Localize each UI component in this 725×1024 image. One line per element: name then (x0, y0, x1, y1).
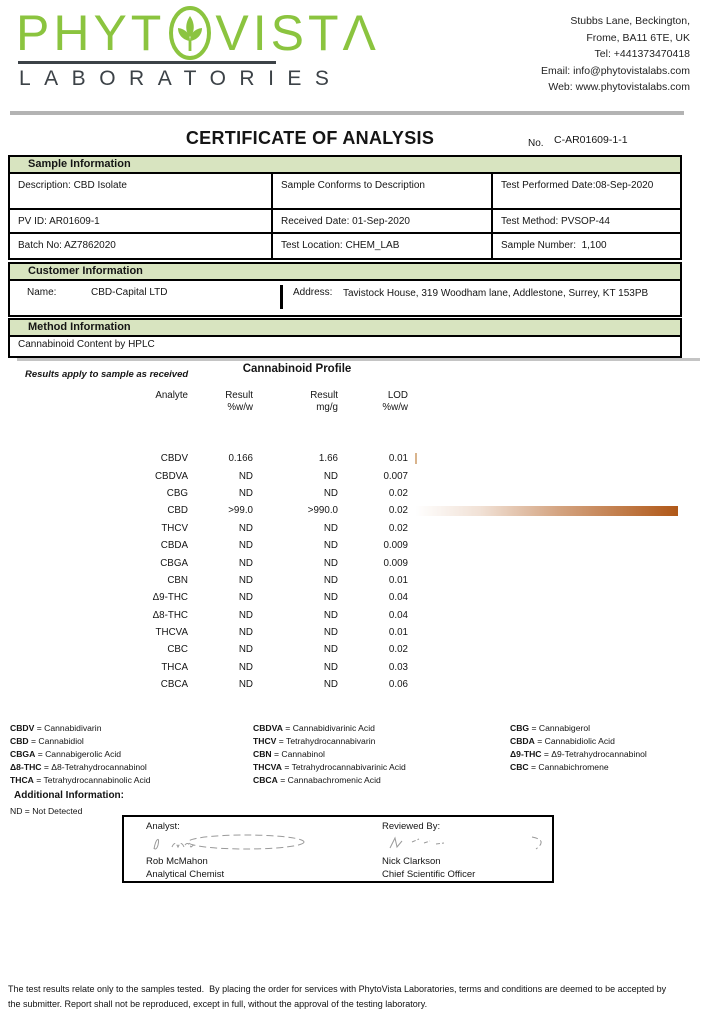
contact-line: Email: info@phytovistalabs.com (541, 64, 690, 77)
result-mg-g: >990.0 (307, 505, 338, 517)
analyte-name: CBD (167, 505, 188, 517)
result-mg-g: ND (323, 627, 338, 639)
lod-value: 0.01 (388, 453, 408, 465)
result-percent-ww: ND (238, 470, 253, 482)
result-percent-ww: 0.166 (228, 453, 253, 465)
customer-info-header: Customer Information (10, 264, 680, 281)
lod-value: 0.04 (388, 609, 408, 621)
header-divider (10, 111, 684, 115)
logo-text-right: VISTΛ (215, 5, 380, 61)
legend-item: THCVA = Tetrahydrocannabivarinic Acid (253, 762, 406, 772)
legend-item: CBDA = Cannabidiolic Acid (510, 736, 615, 746)
result-mg-g: ND (323, 574, 338, 586)
contact-line: Stubbs Lane, Beckington, (570, 15, 690, 27)
legend-abbr: Δ8-THC (10, 762, 42, 772)
lod-value: 0.007 (383, 470, 408, 482)
sample-info-cell: Sample Number: 1,100 (501, 240, 607, 251)
header-line: mg/g (316, 401, 338, 413)
result-percent-ww: ND (238, 540, 253, 552)
analyte-row (0, 485, 710, 502)
nd-definition: ND = Not Detected (10, 806, 83, 816)
result-percent-ww: ND (238, 557, 253, 569)
legend-column (10, 722, 253, 787)
phytovista-logo (16, 6, 380, 91)
lod-value: 0.02 (388, 522, 408, 534)
sample-info-header: Sample Information (10, 157, 680, 174)
legend-abbr: CBGA (10, 749, 36, 759)
lod-value: 0.03 (388, 661, 408, 673)
customer-name-label: Name: (27, 287, 57, 298)
customer-info-row (10, 281, 680, 315)
sample-info-cell: Batch No: AZ7862020 (10, 234, 273, 258)
result-mg-g: ND (323, 470, 338, 482)
legend-item: CBC = Cannabichromene (510, 762, 609, 772)
certificate-number: C-AR01609-1-1 (554, 134, 628, 146)
sample-info-cell: Received Date: 01-Sep-2020 (273, 210, 493, 232)
legend-abbr: CBD (10, 736, 29, 746)
analyst-signature-block (146, 821, 346, 881)
contact-line: Frome, BA11 6TE, UK (586, 31, 690, 44)
analyte-row (0, 467, 710, 484)
lod-value: 0.02 (388, 487, 408, 499)
customer-address-value: Tavistock House, 319 Woodham lane, Addlestone, Surrey, KT 153PB (343, 288, 649, 299)
reviewer-title: Chief Scientific Officer (382, 869, 476, 880)
analyte-name: CBDVA (154, 470, 188, 482)
result-bar-area (408, 506, 710, 516)
result-bar (415, 506, 678, 516)
legend-abbr: THCVA (253, 762, 282, 772)
result-mg-g: ND (323, 609, 338, 621)
method-info-value: Cannabinoid Content by HPLC (18, 339, 155, 350)
customer-info-section (8, 262, 682, 317)
cannabinoid-profile-title: Cannabinoid Profile (242, 363, 352, 375)
logo-text-left: PHYT (16, 5, 166, 61)
analyte-row (0, 589, 710, 606)
analyte-name: THCVA (155, 627, 188, 639)
legend-item: CBDVA = Cannabidivarinic Acid (253, 723, 375, 733)
contact-line: Tel: +441373470418 (594, 48, 690, 60)
sample-info-section (8, 155, 682, 260)
reviewer-name: Nick Clarkson (382, 856, 441, 867)
legend-abbr: CBN (253, 749, 272, 759)
reviewer-signature-block (382, 821, 582, 881)
analyte-row (0, 520, 710, 537)
analyte-row (0, 641, 710, 658)
analyte-name: Δ8-THC (152, 609, 188, 621)
analyte-row (0, 607, 710, 624)
sample-info-cell: Test Performed Date:08-Sep-2020 (501, 180, 654, 191)
header-line: Result (310, 390, 338, 401)
result-mg-g: 1.66 (318, 453, 338, 465)
result-mg-g: ND (323, 540, 338, 552)
result-mg-g: ND (323, 661, 338, 673)
customer-address-label: Address: (293, 287, 333, 298)
sample-info-row (10, 234, 680, 258)
sample-info-cell: Description: CBD Isolate (10, 174, 273, 208)
reviewer-signature-icon (382, 832, 572, 852)
result-percent-ww: ND (238, 592, 253, 604)
analyte-header-row (0, 390, 710, 413)
analyte-name: CBN (167, 574, 188, 586)
contact-line: Web: www.phytovistalabs.com (548, 81, 690, 93)
legend-item: THCV = Tetrahydrocannabivarin (253, 736, 376, 746)
customer-divider (280, 285, 283, 309)
lod-value: 0.01 (388, 627, 408, 639)
legend-abbr: CBDA (510, 736, 535, 746)
legend-item: CBGA = Cannabigerolic Acid (10, 749, 122, 759)
legend-abbr: CBDV (10, 723, 35, 733)
legend-abbr: Δ9-THC (510, 749, 542, 759)
legend-item: CBG = Cannabigerol (510, 723, 591, 733)
analyte-name: Δ9-THC (152, 592, 188, 604)
legend-column (510, 722, 720, 787)
legend-abbr: CBC (510, 762, 529, 772)
lod-value: 0.04 (388, 592, 408, 604)
analyte-name: THCA (161, 661, 188, 673)
certificate-title: CERTIFICATE OF ANALYSIS (185, 128, 435, 148)
legend-abbr: CBG (510, 723, 530, 733)
lod-value: 0.02 (388, 505, 408, 517)
analyte-row (0, 502, 710, 519)
result-percent-ww: >99.0 (228, 505, 253, 517)
header-line: %w/w (382, 401, 408, 413)
lod-value: 0.02 (388, 644, 408, 656)
result-bar (415, 453, 417, 464)
legend-abbr: CBDVA (253, 723, 283, 733)
analyte-name: CBDA (160, 540, 188, 552)
signature-box (122, 815, 554, 883)
result-percent-ww: ND (238, 574, 253, 586)
section-divider (17, 358, 700, 361)
analyte-column-header (253, 390, 338, 413)
analyte-column-header (0, 390, 188, 413)
legend-column (253, 722, 510, 787)
legend-item: CBCA = Cannabachromenic Acid (253, 775, 381, 785)
analyte-rows (0, 450, 710, 693)
analyte-name: CBG (166, 487, 188, 499)
method-info-header: Method Information (10, 320, 680, 337)
legend-item: CBN = Cannabinol (253, 749, 325, 759)
analyte-row (0, 537, 710, 554)
result-bar-area (408, 453, 710, 464)
analyte-row (0, 624, 710, 641)
result-percent-ww: ND (238, 661, 253, 673)
legend-abbr: THCA (10, 775, 34, 785)
analyte-name: CBDV (160, 453, 188, 465)
analyst-signature-icon (146, 832, 336, 852)
sample-info-cell: PV ID: AR01609-1 (10, 210, 273, 232)
analyte-row (0, 554, 710, 571)
additional-info-title: Additional Information: (14, 790, 124, 801)
reviewer-label: Reviewed By: (382, 821, 441, 832)
legend-item: CBDV = Cannabidivarin (10, 723, 102, 733)
analyte-column-header (188, 390, 253, 413)
logo-wordmark (16, 6, 380, 60)
result-mg-g: ND (323, 592, 338, 604)
lod-value: 0.01 (388, 574, 408, 586)
result-mg-g: ND (323, 557, 338, 569)
analyte-row (0, 572, 710, 589)
analyte-name: CBGA (160, 557, 188, 569)
analyte-column-header (338, 390, 408, 413)
header-line: %w/w (227, 401, 253, 413)
result-percent-ww: ND (238, 487, 253, 499)
contact-block (541, 13, 690, 96)
sample-info-row (10, 174, 680, 210)
analyte-name: CBC (167, 644, 188, 656)
lod-value: 0.009 (383, 540, 408, 552)
analyte-name: THCV (161, 522, 188, 534)
method-info-section (8, 318, 682, 358)
logo-divider (18, 61, 276, 64)
header-line: Analyte (155, 390, 188, 401)
analyst-title: Analytical Chemist (146, 869, 225, 880)
logo-subtitle: LABORATORIES (19, 67, 343, 90)
legend-item: Δ9-THC = Δ9-Tetrahydrocannabinol (510, 749, 647, 759)
sample-info-cell: Test Method: PVSOP-44 (501, 216, 610, 227)
analyte-name: CBCA (160, 679, 188, 691)
result-percent-ww: ND (238, 679, 253, 691)
analyte-row (0, 450, 710, 467)
certificate-no-label: No. (528, 138, 544, 149)
analyte-table (0, 390, 710, 693)
result-percent-ww: ND (238, 609, 253, 621)
analyte-row (0, 676, 710, 693)
result-percent-ww: ND (238, 627, 253, 639)
sample-info-rows (10, 174, 680, 258)
sample-info-row (10, 210, 680, 234)
customer-name-value: CBD-Capital LTD (91, 287, 168, 298)
result-mg-g: ND (323, 644, 338, 656)
legend-item: CBD = Cannabidiol (10, 736, 84, 746)
leaf-icon (168, 6, 212, 60)
result-percent-ww: ND (238, 522, 253, 534)
results-note: Results apply to sample as received (25, 369, 189, 380)
analyte-row (0, 659, 710, 676)
abbreviation-legend (10, 722, 720, 787)
analyst-label: Analyst: (146, 821, 180, 832)
header-line: Result (225, 390, 253, 401)
legend-abbr: CBCA (253, 775, 278, 785)
sample-info-cell: Test Location: CHEM_LAB (273, 234, 493, 258)
legend-item: Δ8-THC = Δ8-Tetrahydrocannabinol (10, 762, 147, 772)
header-line: LOD (387, 390, 408, 401)
legend-item: THCA = Tetrahydrocannabinolic Acid (10, 775, 151, 785)
result-percent-ww: ND (238, 644, 253, 656)
analyst-name: Rob McMahon (146, 856, 208, 867)
lod-value: 0.009 (383, 557, 408, 569)
result-mg-g: ND (323, 522, 338, 534)
result-mg-g: ND (323, 487, 338, 499)
footer-disclaimer: The test results relate only to the samples tested. By placing the order for services with PhytoVista Laboratories, terms and conditions are deemed to be accepted by the submitter. Report shall not be reproduced, except in full, without the approval of the testing laboratory. (8, 984, 669, 1009)
sample-info-cell: Sample Conforms to Description (273, 174, 493, 208)
lod-value: 0.06 (388, 679, 408, 691)
legend-abbr: THCV (253, 736, 277, 746)
result-mg-g: ND (323, 679, 338, 691)
